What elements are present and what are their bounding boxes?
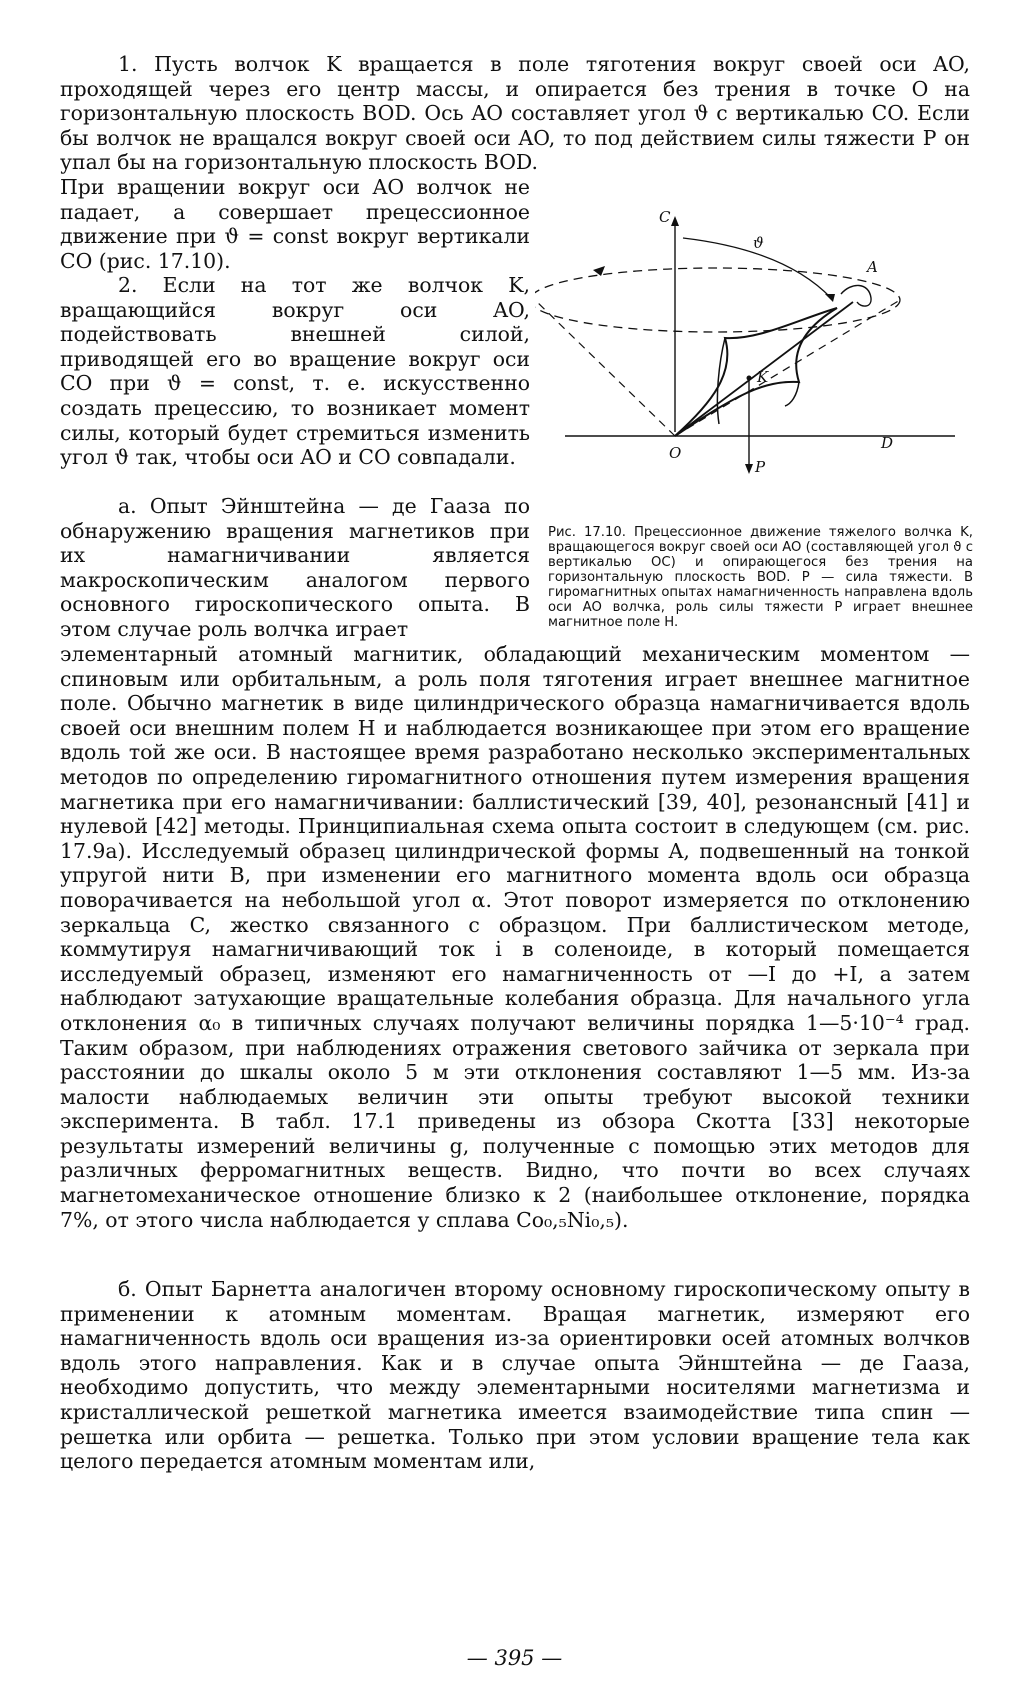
top-body-contour-right	[785, 382, 799, 406]
precession-arrowhead	[593, 266, 605, 276]
paragraph-a-start: а. Опыт Эйнштейна — де Гааза по обнаружению вращения магнетиков при их намагничивании является макроскопическим аналогом первого основного гироскопического опыта. В этом случае роль волчка играет	[60, 494, 530, 641]
theta-arc-arrowhead	[825, 294, 835, 302]
label-d: D	[881, 434, 894, 452]
rotation-arrow	[841, 285, 871, 306]
label-a: A	[867, 258, 878, 276]
label-k: K	[757, 368, 769, 386]
center-of-mass-dot	[747, 376, 752, 381]
label-o: O	[669, 444, 682, 462]
label-theta: ϑ	[753, 234, 764, 252]
page-number: — 395 —	[466, 1646, 563, 1670]
paragraph-1: 1. Пусть волчок K вращается в поле тяготения вокруг своей оси AO, проходящей через его центр массы, и опирается без трения в точке O на горизонтальную плоскость BOD. Ось AO составляет угол ϑ с вертикалью CO. Если бы волчок не вращался вокруг своей оси AO, то под действием силы тяжести P он упал бы на горизонтальную плоскость BOD.	[60, 52, 970, 175]
figure-caption: Рис. 17.10. Прецессионное движение тяжелого волчка K, вращающегося вокруг своей оси AO (составляющей угол ϑ с вертикалью OC) и опирающегося без трения на горизонтальную плоскость BOD. P — сила тяжести. В гиромагнитных опытах намагниченность направлена вдоль оси AO волчка, роль силы тяжести P играет внешнее магнитное поле H.	[548, 525, 973, 630]
spinning-top-diagram	[535, 210, 975, 520]
label-c: C	[659, 210, 671, 226]
cone-line-right	[675, 300, 900, 436]
cone-line-left	[535, 300, 675, 436]
paragraph-b: б. Опыт Барнетта аналогичен второму основному гироскопическому опыту в применении к атомным моментам. Вращая магнетик, измеряют его намагниченность вдоль оси вращения из-за ориентировки осей атомных волчков вдоль этого направления. Как и в случае опыта Эйнштейна — де Гааза, необходимо допустить, что между элементарными носителями магнетизма и кристаллической решеткой магнетика имеется взаимодействие типа спин — решетка или орбита — решетка. Только при этом условии вращение тела как целого передается атомным моментам или,	[60, 1277, 970, 1474]
paragraph-1-continuation: При вращении вокруг оси AO волчок не падает, а совершает прецессионное движение при ϑ = const вокруг вертикали CO (рис. 17.10).	[60, 175, 530, 273]
precession-ellipse	[535, 268, 900, 332]
paragraph-a-continuation: элементарный атомный магнитик, обладающий механическим моментом — спиновым или орбитальным, а роль поля тяготения играет внешнее магнитное поле. Обычно магнетик в виде цилиндрического образца намагничивается вдоль своей оси внешним полем H и наблюдается возникающее при этом его вращение вдоль той же оси. В настоящее время разработано несколько экспериментальных методов по определению гиромагнитного отношения путем измерения вращения магнетика при его намагничивании: баллистический [39, 40], резонансный [41] и нулевой [42] методы. Принципиальная схема опыта состоит в следующем (см. рис. 17.9а). Исследуемый образец цилиндрической формы A, подвешенный на тонкой упругой нити B, при изменении его магнитного момента вдоль оси образца поворачивается на небольшой угол α. Этот поворот измеряется по отклонению зеркальца C, жестко связанного с образцом. При баллистическом методе, коммутируя намагничивающий ток i в соленоиде, в который помещается исследуемый образец, изменяют его намагниченность от —I до +I, а затем наблюдают затухающие вращательные колебания образца. Для начального угла отклонения α₀ в типичных случаях получают величины порядка 1—5·10⁻⁴ град. Таким образом, при наблюдениях отражения светового зайчика от зеркала при расстоянии до шкалы около 5 м эти отклонения составляют 1—5 мм. Из-за малости наблюдаемых величин эти опыты требуют высокой техники эксперимента. В табл. 17.1 приведены из обзора Скотта [33] некоторые результаты измерений величины g, полученные с помощью этих методов для различных ферромагнитных веществ. Видно, что почти во всех случаях магнетомеханическое отношение близко к 2 (наибольшее отклонение, порядка 7%, от этого числа наблюдается у сплава Co₀,₅Ni₀,₅).	[60, 642, 970, 1232]
gravity-arrowhead	[745, 464, 753, 474]
figure-17-10	[535, 210, 975, 520]
paragraph-2: 2. Если на тот же волчок K, вращающийся вокруг оси AO, подействовать внешней силой, приводящей его во вращение вокруг оси CO при ϑ = const, т. е. искусственно создать прецессию, то возникает момент силы, который будет стремиться изменить угол ϑ так, чтобы оси AO и CO совпадали.	[60, 273, 530, 470]
label-p: P	[755, 458, 766, 476]
axis-c-arrowhead	[671, 216, 679, 226]
